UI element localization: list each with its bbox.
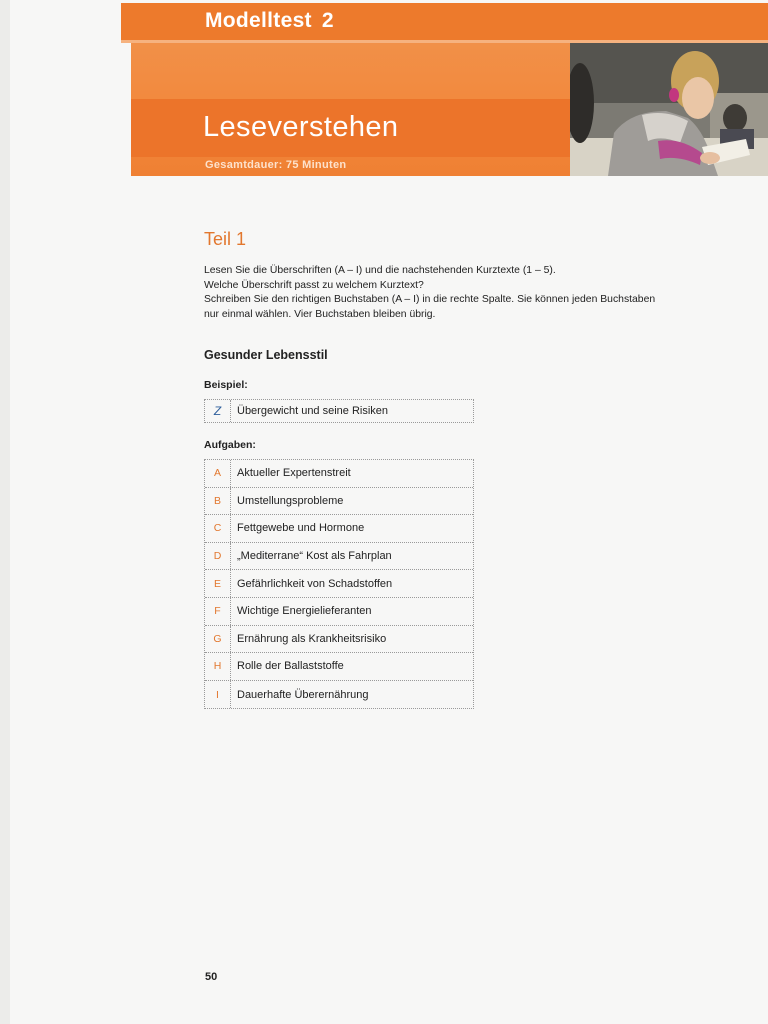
instruction-line: Welche Überschrift passt zu welchem Kurztext?: [204, 279, 424, 291]
duration-text: Gesamtdauer: 75 Minuten: [205, 159, 347, 171]
heading-text: Dauerhafte Überernährung: [237, 688, 369, 701]
table-row: [205, 626, 473, 654]
page-number: 50: [205, 971, 218, 983]
header-photo: [570, 43, 768, 176]
heading-text: Fettgewebe und Hormone: [237, 522, 365, 535]
instruction-line: Schreiben Sie den richtigen Buchstaben (A – I) in die rechte Spalte. Sie können jeden Buchstaben: [204, 294, 656, 305]
photo-student-reading: [570, 43, 768, 176]
heading-text: Gefährlichkeit von Schadstoffen: [237, 577, 393, 590]
table-row: [205, 653, 473, 681]
instruction-line: nur einmal wählen. Vier Buchstaben bleiben übrig.: [204, 308, 436, 320]
heading-letter: D: [205, 543, 231, 570]
heading-letter: A: [205, 460, 231, 487]
table-row: [205, 460, 473, 488]
instructions: [204, 264, 744, 322]
tasks-label: Aufgaben:: [204, 439, 256, 451]
example-row: [204, 399, 474, 423]
table-row: [205, 598, 473, 626]
series-title: Modelltest 2: [205, 9, 334, 32]
heading-text: Ernährung als Krankheitsrisiko: [237, 632, 387, 645]
table-row: [205, 488, 473, 516]
example-label: Beispiel:: [204, 379, 248, 391]
table-row: [205, 515, 473, 543]
heading-text: Rolle der Ballaststoffe: [237, 660, 344, 673]
section-title: Leseverstehen: [203, 111, 399, 143]
header-top-bar: [121, 3, 768, 40]
headings-table: [204, 459, 474, 709]
heading-letter: G: [205, 626, 231, 653]
heading-letter: E: [205, 570, 231, 597]
heading-text: Aktueller Expertenstreit: [237, 467, 351, 480]
page-edge: [0, 0, 10, 1024]
heading-letter: H: [205, 653, 231, 680]
instruction-line: Lesen Sie die Überschriften (A – I) und die nachstehenden Kurztexte (1 – 5).: [204, 265, 556, 276]
table-row: [205, 400, 473, 422]
part-title: Teil 1: [204, 229, 247, 249]
heading-letter: C: [205, 515, 231, 542]
table-row: [205, 543, 473, 571]
example-letter: Z: [205, 400, 231, 422]
heading-text: Wichtige Energielieferanten: [237, 605, 372, 618]
heading-letter: I: [205, 681, 231, 709]
topic-title: Gesunder Lebensstil: [204, 348, 328, 362]
table-row: [205, 570, 473, 598]
heading-text: Umstellungsprobleme: [237, 494, 344, 507]
heading-text: „Mediterrane“ Kost als Fahrplan: [237, 550, 392, 563]
heading-letter: F: [205, 598, 231, 625]
heading-letter: B: [205, 488, 231, 515]
table-row: [205, 681, 473, 709]
header-banner: [131, 43, 570, 176]
example-text: Übergewicht und seine Risiken: [237, 405, 389, 417]
